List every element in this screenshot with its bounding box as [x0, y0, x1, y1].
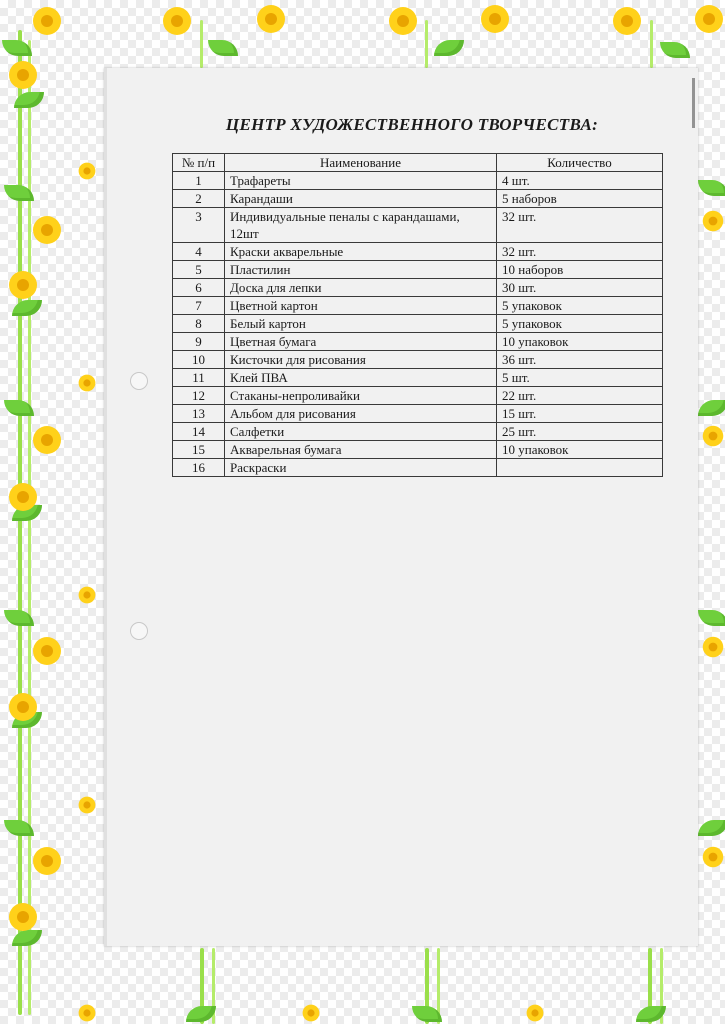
row-name: Кисточки для рисования: [225, 351, 497, 369]
flower-icon: [702, 846, 724, 868]
flower-icon: [78, 374, 96, 392]
flower-icon: [78, 796, 96, 814]
top-vine-stem: [650, 20, 653, 68]
row-quantity: 32 шт.: [497, 208, 663, 243]
paper-left-edge: [104, 68, 107, 946]
table-row: [173, 333, 663, 351]
row-quantity: 15 шт.: [497, 405, 663, 423]
row-name: Доска для лепки: [225, 279, 497, 297]
row-name: Клей ПВА: [225, 369, 497, 387]
row-number: 10: [173, 351, 225, 369]
table-row: [173, 261, 663, 279]
document-title: ЦЕНТР ХУДОЖЕСТВЕННОГО ТВОРЧЕСТВА:: [225, 115, 599, 134]
row-name: Трафареты: [225, 172, 497, 190]
row-name: Краски акварельные: [225, 243, 497, 261]
row-number: 6: [173, 279, 225, 297]
table-row: [173, 297, 663, 315]
row-name: Пластилин: [225, 261, 497, 279]
flower-icon: [702, 636, 724, 658]
row-number: 11: [173, 369, 225, 387]
flower-icon: [702, 210, 724, 232]
column-header-quantity: Количество: [497, 154, 663, 172]
row-quantity: 32 шт.: [497, 243, 663, 261]
table-row: [173, 423, 663, 441]
flower-icon: [480, 4, 510, 34]
table-row: [173, 405, 663, 423]
flower-icon: [32, 636, 62, 666]
table-row: [173, 387, 663, 405]
row-number: 3: [173, 208, 225, 243]
row-number: 5: [173, 261, 225, 279]
row-name: Индивидуальные пеналы с карандашами, 12шт: [225, 208, 497, 243]
row-number: 7: [173, 297, 225, 315]
row-number: 13: [173, 405, 225, 423]
table-row: [173, 459, 663, 477]
row-name: Карандаши: [225, 190, 497, 208]
leaf-icon: [698, 180, 725, 196]
row-quantity: 30 шт.: [497, 279, 663, 297]
flower-icon: [8, 902, 38, 932]
row-number: 1: [173, 172, 225, 190]
leaf-icon: [698, 820, 725, 836]
table-row: [173, 172, 663, 190]
table-row: [173, 208, 663, 243]
flower-icon: [78, 162, 96, 180]
row-quantity: 10 наборов: [497, 261, 663, 279]
flower-icon: [32, 6, 62, 36]
left-vine-stem: [18, 30, 22, 1015]
leaf-icon: [698, 400, 725, 416]
flower-icon: [32, 215, 62, 245]
row-quantity: 5 упаковок: [497, 297, 663, 315]
row-name: Цветная бумага: [225, 333, 497, 351]
row-quantity: 25 шт.: [497, 423, 663, 441]
row-quantity: 5 наборов: [497, 190, 663, 208]
table-row: [173, 351, 663, 369]
flower-icon: [78, 1004, 96, 1022]
leaf-icon: [434, 40, 464, 56]
table-row: [173, 190, 663, 208]
flower-icon: [8, 60, 38, 90]
flower-icon: [526, 1004, 544, 1022]
top-vine-stem: [200, 20, 203, 68]
row-number: 14: [173, 423, 225, 441]
flower-icon: [8, 482, 38, 512]
row-name: Альбом для рисования: [225, 405, 497, 423]
table-header-row: [173, 154, 663, 172]
flower-icon: [32, 846, 62, 876]
top-vine-stem: [425, 20, 428, 68]
flower-icon: [8, 270, 38, 300]
row-name: Салфетки: [225, 423, 497, 441]
row-quantity: 4 шт.: [497, 172, 663, 190]
leaf-icon: [208, 40, 238, 56]
flower-icon: [612, 6, 642, 36]
column-header-number: № п/п: [173, 154, 225, 172]
leaf-icon: [698, 610, 725, 626]
flower-icon: [388, 6, 418, 36]
punch-hole: [130, 372, 148, 390]
flower-icon: [702, 425, 724, 447]
row-quantity: 22 шт.: [497, 387, 663, 405]
flower-icon: [694, 4, 724, 34]
row-name: Белый картон: [225, 315, 497, 333]
row-name: Стаканы-непроливайки: [225, 387, 497, 405]
leaf-icon: [12, 930, 42, 946]
table-row: [173, 441, 663, 459]
row-quantity: 5 шт.: [497, 369, 663, 387]
table-row: [173, 279, 663, 297]
row-number: 9: [173, 333, 225, 351]
flower-icon: [78, 586, 96, 604]
row-quantity: 5 упаковок: [497, 315, 663, 333]
row-quantity: [497, 459, 663, 477]
flower-icon: [32, 425, 62, 455]
table-row: [173, 243, 663, 261]
row-quantity: 36 шт.: [497, 351, 663, 369]
flower-icon: [162, 6, 192, 36]
row-quantity: 10 упаковок: [497, 441, 663, 459]
column-header-name: Наименование: [225, 154, 497, 172]
row-number: 16: [173, 459, 225, 477]
row-number: 12: [173, 387, 225, 405]
row-name: Раскраски: [225, 459, 497, 477]
inventory-table: [172, 153, 663, 477]
leaf-icon: [12, 300, 42, 316]
flower-icon: [302, 1004, 320, 1022]
left-vine-stem-2: [28, 40, 31, 1015]
table-row: [173, 369, 663, 387]
row-number: 4: [173, 243, 225, 261]
row-number: 15: [173, 441, 225, 459]
leaf-icon: [660, 42, 690, 58]
row-number: 8: [173, 315, 225, 333]
row-quantity: 10 упаковок: [497, 333, 663, 351]
row-number: 2: [173, 190, 225, 208]
row-name: Цветной картон: [225, 297, 497, 315]
flower-icon: [256, 4, 286, 34]
table-row: [173, 315, 663, 333]
flower-icon: [8, 692, 38, 722]
row-name: Акварельная бумага: [225, 441, 497, 459]
punch-hole: [130, 622, 148, 640]
